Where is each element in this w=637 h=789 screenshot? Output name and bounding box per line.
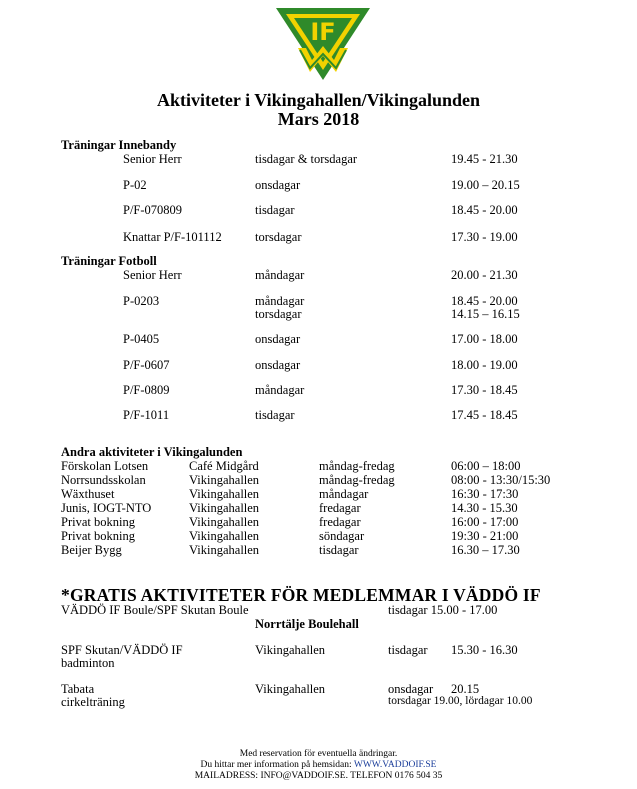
- innebandy-group: Knattar P/F-101112: [123, 230, 222, 244]
- footer-website-line: [0, 760, 637, 771]
- fotboll-day: onsdagar: [255, 358, 301, 372]
- andra-name: Norrsundsskolan: [61, 473, 146, 487]
- boule-name: VÄDDÖ IF Boule/SPF Skutan Boule: [61, 603, 249, 617]
- fotboll-day-2: torsdagar: [255, 307, 302, 321]
- fotboll-day: måndagar: [255, 383, 305, 397]
- fotboll-group: P/F-0607: [123, 358, 170, 372]
- andra-name: Förskolan Lotsen: [61, 459, 149, 473]
- fotboll-day: tisdagar: [255, 408, 295, 422]
- andra-day: fredagar: [319, 515, 361, 529]
- page-title: Aktiviteter i Vikingahallen/Vikingalunden: [156, 90, 481, 110]
- fotboll-day: måndagar: [255, 268, 305, 282]
- tabata-name: Tabata: [61, 682, 95, 696]
- page-subtitle: Mars 2018: [277, 109, 360, 129]
- innebandy-time: 19.45 - 21.30: [451, 152, 518, 166]
- andra-time: 06:00 – 18:00: [451, 459, 521, 473]
- fotboll-time: 17.30 - 18.45: [451, 383, 518, 397]
- logo-text: IF: [310, 18, 336, 46]
- fotboll-group: P/F-1011: [123, 408, 170, 422]
- fotboll-time: 17.45 - 18.45: [451, 408, 518, 422]
- andra-time: 19:30 - 21:00: [451, 529, 519, 543]
- innebandy-time: 17.30 - 19.00: [451, 230, 518, 244]
- tabata-extra: torsdagar 19.00, lördagar 10.00: [388, 695, 533, 707]
- andra-name: Junis, IOGT-NTO: [61, 501, 152, 515]
- tabata-time: 20.15: [451, 682, 480, 696]
- andra-name: Wäxthuset: [61, 487, 115, 501]
- fotboll-time: 18.00 - 19.00: [451, 358, 518, 372]
- andra-day: fredagar: [319, 501, 361, 515]
- fotboll-time: 17.00 - 18.00: [451, 332, 518, 346]
- badminton-day: tisdagar: [388, 643, 428, 657]
- innebandy-day: torsdagar: [255, 230, 302, 244]
- andra-time: 14.30 - 15.30: [451, 501, 518, 515]
- badminton-name-2: badminton: [61, 656, 115, 670]
- andra-day: söndagar: [319, 529, 365, 543]
- andra-time: 16:00 - 17:00: [451, 515, 519, 529]
- andra-place: Vikingahallen: [189, 473, 260, 487]
- fotboll-time-2: 14.15 – 16.15: [451, 307, 520, 321]
- innebandy-day: onsdagar: [255, 178, 301, 192]
- tabata-place: Vikingahallen: [255, 682, 326, 696]
- badminton-place: Vikingahallen: [255, 643, 326, 657]
- innebandy-time: 19.00 – 20.15: [451, 178, 520, 192]
- fotboll-group: P/F-0809: [123, 383, 170, 397]
- andra-place: Vikingahallen: [189, 515, 260, 529]
- andra-day: måndag-fredag: [319, 473, 395, 487]
- innebandy-group: P-02: [123, 178, 147, 192]
- andra-place: Café Midgård: [189, 459, 259, 473]
- innebandy-heading: Träningar Innebandy: [61, 138, 177, 152]
- andra-name: Privat bokning: [61, 529, 135, 543]
- fotboll-group: P-0203: [123, 294, 160, 308]
- club-logo: [268, 0, 378, 82]
- fotboll-time: 18.45 - 20.00: [451, 294, 518, 308]
- andra-name: Privat bokning: [61, 515, 135, 529]
- fotboll-time: 20.00 - 21.30: [451, 268, 518, 282]
- website-link[interactable]: WWW.VADDOIF.SE: [353, 760, 437, 770]
- fotboll-day: onsdagar: [255, 332, 301, 346]
- tabata-name-2: cirkelträning: [61, 695, 125, 709]
- andra-name: Beijer Bygg: [61, 543, 122, 557]
- boule-place: Norrtälje Boulehall: [255, 617, 359, 631]
- andra-day: måndag-fredag: [319, 459, 395, 473]
- footer-disclaimer: Med reservation för eventuella ändringar.: [239, 749, 398, 759]
- andra-day: tisdagar: [319, 543, 359, 557]
- andra-place: Vikingahallen: [189, 487, 260, 501]
- footer-contact[interactable]: MAILADRESS: INFO@VADDOIF.SE. TELEFON 0176 504 35: [194, 771, 443, 781]
- innebandy-day: tisdagar: [255, 203, 295, 217]
- andra-place: Vikingahallen: [189, 529, 260, 543]
- andra-time: 16.30 – 17.30: [451, 543, 520, 557]
- innebandy-group: Senior Herr: [123, 152, 182, 166]
- fotboll-day: måndagar: [255, 294, 305, 308]
- footer-website-prefix: Du hittar mer information på hemsidan:: [200, 760, 354, 770]
- andra-day: måndagar: [319, 487, 369, 501]
- fotboll-heading: Träningar Fotboll: [61, 254, 157, 268]
- andra-heading: Andra aktiviteter i Vikingalunden: [61, 445, 243, 459]
- badminton-time: 15.30 - 16.30: [451, 643, 518, 657]
- fotboll-group: P-0405: [123, 332, 160, 346]
- andra-time: 16:30 - 17:30: [451, 487, 519, 501]
- gratis-heading: *GRATIS AKTIVITETER FÖR MEDLEMMAR I VÄDDÖ IF: [61, 585, 541, 605]
- boule-time: tisdagar 15.00 - 17.00: [388, 603, 498, 617]
- innebandy-time: 18.45 - 20.00: [451, 203, 518, 217]
- andra-time: 08:00 - 13:30/15:30: [451, 473, 551, 487]
- andra-place: Vikingahallen: [189, 543, 260, 557]
- innebandy-group: P/F-070809: [123, 203, 183, 217]
- badminton-name: SPF Skutan/VÄDDÖ IF: [61, 643, 183, 657]
- fotboll-group: Senior Herr: [123, 268, 182, 282]
- innebandy-day: tisdagar & torsdagar: [255, 152, 358, 166]
- tabata-day: onsdagar: [388, 682, 434, 696]
- andra-place: Vikingahallen: [189, 501, 260, 515]
